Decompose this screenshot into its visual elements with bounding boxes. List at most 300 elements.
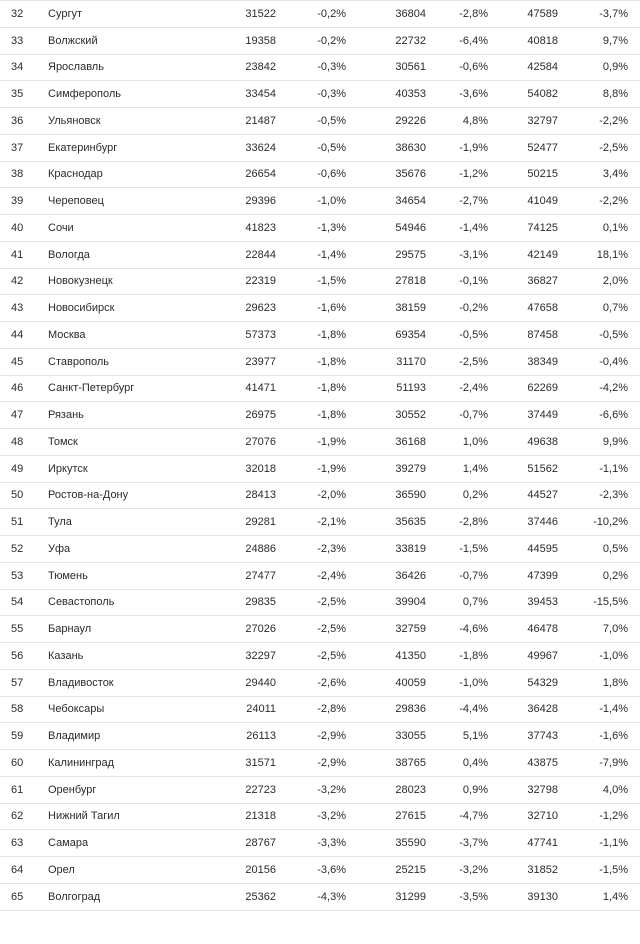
value-2-cell: 22732 [395, 34, 426, 47]
value-3-cell: 36428 [527, 703, 558, 716]
table-row [0, 857, 640, 884]
value-1-cell: 57373 [245, 328, 276, 341]
value-2-cell: 38765 [395, 756, 426, 769]
value-2-cell: 27615 [395, 810, 426, 823]
value-1-cell: 26654 [245, 168, 276, 181]
table-row [0, 884, 640, 911]
value-1-cell: 32018 [245, 462, 276, 475]
rank-cell: 56 [11, 649, 24, 662]
city-cell: Ярославль [48, 61, 104, 74]
table-row [0, 563, 640, 590]
value-1-cell: 20156 [245, 863, 276, 876]
city-cell: Тула [48, 516, 72, 529]
table-row [0, 215, 640, 242]
city-cell: Самара [48, 837, 89, 850]
city-cell: Новокузнецк [48, 275, 113, 288]
change-1-cell: -4,3% [317, 890, 346, 903]
change-1-cell: -2,9% [317, 730, 346, 743]
change-3-cell: 2,0% [602, 275, 628, 288]
city-cell: Ставрополь [48, 355, 110, 368]
change-3-cell: -15,5% [593, 596, 628, 609]
value-1-cell: 29835 [245, 596, 276, 609]
change-1-cell: -2,5% [317, 649, 346, 662]
table-row [0, 536, 640, 563]
change-3-cell: 9,9% [602, 435, 628, 448]
rank-cell: 43 [11, 302, 24, 315]
table-row [0, 830, 640, 857]
change-3-cell: 0,9% [602, 61, 628, 74]
value-2-cell: 36426 [395, 569, 426, 582]
value-1-cell: 33624 [245, 141, 276, 154]
value-2-cell: 30552 [395, 409, 426, 422]
city-cell: Владимир [48, 730, 101, 743]
value-3-cell: 46478 [527, 623, 558, 636]
change-3-cell: 7,0% [602, 623, 628, 636]
table-row [0, 28, 640, 55]
city-cell: Ульяновск [48, 114, 101, 127]
value-2-cell: 35676 [395, 168, 426, 181]
value-3-cell: 50215 [527, 168, 558, 181]
value-3-cell: 51562 [527, 462, 558, 475]
value-3-cell: 62269 [527, 382, 558, 395]
rank-cell: 64 [11, 863, 24, 876]
value-1-cell: 29281 [245, 516, 276, 529]
city-cell: Ростов-на-Дону [48, 489, 129, 502]
change-3-cell: -2,5% [599, 141, 628, 154]
city-cell: Барнаул [48, 623, 92, 636]
change-3-cell: 8,8% [602, 88, 628, 101]
value-2-cell: 36590 [395, 489, 426, 502]
value-1-cell: 24011 [246, 703, 276, 716]
rank-cell: 58 [11, 703, 24, 716]
change-3-cell: -4,2% [599, 382, 628, 395]
change-1-cell: -2,9% [317, 756, 346, 769]
change-2-cell: 0,9% [462, 783, 488, 796]
change-2-cell: -3,5% [459, 890, 488, 903]
value-3-cell: 44595 [527, 542, 558, 555]
change-3-cell: -0,5% [599, 328, 628, 341]
value-3-cell: 32710 [527, 810, 558, 823]
change-3-cell: -10,2% [593, 516, 628, 529]
value-1-cell: 27026 [245, 623, 276, 636]
change-1-cell: -1,3% [317, 221, 346, 234]
rank-cell: 61 [11, 783, 24, 796]
value-3-cell: 42584 [527, 61, 558, 74]
value-1-cell: 31522 [245, 7, 276, 20]
value-3-cell: 38349 [527, 355, 558, 368]
change-3-cell: -1,0% [599, 649, 628, 662]
city-cell: Новосибирск [48, 302, 115, 315]
change-2-cell: -2,8% [459, 7, 488, 20]
rank-cell: 38 [11, 168, 24, 181]
change-2-cell: -1,0% [459, 676, 488, 689]
city-cell: Калининград [48, 756, 115, 769]
value-3-cell: 44527 [527, 489, 558, 502]
table-row [0, 1, 640, 28]
rank-cell: 51 [11, 516, 24, 529]
change-3-cell: -2,2% [599, 114, 628, 127]
change-1-cell: -2,0% [317, 489, 346, 502]
change-3-cell: 9,7% [602, 34, 628, 47]
rank-cell: 65 [11, 890, 24, 903]
change-1-cell: -0,5% [317, 114, 346, 127]
value-1-cell: 27076 [245, 435, 276, 448]
table-row [0, 643, 640, 670]
rank-cell: 57 [11, 676, 24, 689]
value-1-cell: 22844 [245, 248, 276, 261]
change-2-cell: -1,8% [459, 649, 488, 662]
city-cell: Тюмень [48, 569, 88, 582]
change-2-cell: 5,1% [462, 730, 488, 743]
value-3-cell: 52477 [527, 141, 558, 154]
value-1-cell: 41823 [245, 221, 276, 234]
rank-cell: 48 [11, 435, 24, 448]
change-1-cell: -1,0% [317, 195, 346, 208]
city-cell: Череповец [48, 195, 104, 208]
value-1-cell: 31571 [245, 756, 276, 769]
change-1-cell: -0,2% [317, 7, 346, 20]
value-3-cell: 47399 [527, 569, 558, 582]
value-1-cell: 26113 [246, 730, 276, 743]
value-3-cell: 42149 [527, 248, 558, 261]
change-2-cell: -2,7% [459, 195, 488, 208]
change-1-cell: -0,2% [317, 34, 346, 47]
table-row [0, 616, 640, 643]
value-2-cell: 41350 [395, 649, 426, 662]
rank-cell: 44 [11, 328, 24, 341]
change-2-cell: 1,4% [462, 462, 488, 475]
change-3-cell: -7,9% [599, 756, 628, 769]
change-2-cell: 0,4% [462, 756, 488, 769]
table-row [0, 509, 640, 536]
rank-cell: 37 [11, 141, 24, 154]
value-3-cell: 37449 [527, 409, 558, 422]
value-2-cell: 25215 [395, 863, 426, 876]
table-row [0, 429, 640, 456]
value-1-cell: 29440 [245, 676, 276, 689]
value-2-cell: 34654 [395, 195, 426, 208]
city-cell: Москва [48, 328, 86, 341]
change-3-cell: -1,1% [599, 462, 628, 475]
value-3-cell: 31852 [527, 863, 558, 876]
change-3-cell: -6,6% [599, 409, 628, 422]
change-2-cell: -3,7% [459, 837, 488, 850]
change-1-cell: -2,4% [317, 569, 346, 582]
change-3-cell: -2,2% [599, 195, 628, 208]
value-1-cell: 33454 [245, 88, 276, 101]
city-cell: Санкт-Петербург [48, 382, 135, 395]
value-1-cell: 21487 [245, 114, 276, 127]
value-1-cell: 32297 [245, 649, 276, 662]
change-1-cell: -3,2% [317, 810, 346, 823]
value-3-cell: 37743 [527, 730, 558, 743]
change-2-cell: -4,4% [459, 703, 488, 716]
change-1-cell: -2,3% [317, 542, 346, 555]
change-1-cell: -1,8% [317, 328, 346, 341]
value-1-cell: 19358 [245, 34, 276, 47]
change-1-cell: -1,8% [317, 382, 346, 395]
change-2-cell: -0,1% [459, 275, 488, 288]
city-cell: Краснодар [48, 168, 103, 181]
rank-cell: 40 [11, 221, 24, 234]
change-1-cell: -3,3% [317, 837, 346, 850]
city-cell: Уфа [48, 542, 71, 555]
city-cell: Владивосток [48, 676, 114, 689]
change-2-cell: -2,8% [459, 516, 488, 529]
value-2-cell: 51193 [396, 382, 426, 395]
table-row [0, 242, 640, 269]
value-2-cell: 69354 [395, 328, 426, 341]
value-2-cell: 40059 [395, 676, 426, 689]
value-2-cell: 31170 [396, 355, 426, 368]
change-1-cell: -2,1% [317, 516, 346, 529]
value-2-cell: 32759 [395, 623, 426, 636]
change-1-cell: -3,2% [317, 783, 346, 796]
table-row [0, 108, 640, 135]
change-2-cell: -0,7% [459, 409, 488, 422]
change-2-cell: -1,5% [459, 542, 488, 555]
value-1-cell: 41471 [245, 382, 276, 395]
change-1-cell: -0,6% [317, 168, 346, 181]
change-1-cell: -2,6% [317, 676, 346, 689]
value-2-cell: 33819 [395, 542, 426, 555]
city-cell: Сочи [48, 221, 74, 234]
value-2-cell: 27818 [395, 275, 426, 288]
table-row [0, 322, 640, 349]
city-cell: Иркутск [48, 462, 88, 475]
change-2-cell: -3,1% [459, 248, 488, 261]
table-row [0, 55, 640, 82]
change-3-cell: -1,6% [599, 730, 628, 743]
value-3-cell: 39130 [527, 890, 558, 903]
rank-cell: 60 [11, 756, 24, 769]
rank-cell: 53 [11, 569, 24, 582]
rank-cell: 35 [11, 88, 24, 101]
change-2-cell: -0,2% [459, 302, 488, 315]
table-row [0, 269, 640, 296]
rank-cell: 46 [11, 382, 24, 395]
value-3-cell: 40818 [527, 34, 558, 47]
change-1-cell: -3,6% [317, 863, 346, 876]
change-3-cell: 1,8% [602, 676, 628, 689]
table-row [0, 135, 640, 162]
table-row [0, 295, 640, 322]
value-2-cell: 38630 [395, 141, 426, 154]
value-1-cell: 21318 [245, 810, 276, 823]
value-2-cell: 35590 [395, 837, 426, 850]
change-3-cell: 0,7% [602, 302, 628, 315]
value-2-cell: 33055 [395, 730, 426, 743]
value-2-cell: 30561 [395, 61, 426, 74]
change-2-cell: -1,9% [459, 141, 488, 154]
change-1-cell: -1,8% [317, 409, 346, 422]
rank-cell: 36 [11, 114, 24, 127]
change-3-cell: 0,2% [602, 569, 628, 582]
table-row [0, 456, 640, 483]
change-2-cell: -1,2% [459, 168, 488, 181]
rank-cell: 52 [11, 542, 24, 555]
change-1-cell: -1,5% [317, 275, 346, 288]
change-2-cell: -4,6% [459, 623, 488, 636]
change-1-cell: -2,5% [317, 623, 346, 636]
value-3-cell: 47658 [527, 302, 558, 315]
rank-cell: 63 [11, 837, 24, 850]
change-1-cell: -1,9% [317, 435, 346, 448]
rank-cell: 32 [11, 7, 24, 20]
value-3-cell: 47589 [527, 7, 558, 20]
change-2-cell: -1,4% [459, 221, 488, 234]
value-1-cell: 28413 [245, 489, 276, 502]
change-2-cell: -0,7% [459, 569, 488, 582]
value-2-cell: 29575 [395, 248, 426, 261]
rank-cell: 55 [11, 623, 24, 636]
value-1-cell: 23977 [245, 355, 276, 368]
value-1-cell: 22723 [245, 783, 276, 796]
rank-cell: 47 [11, 409, 24, 422]
value-1-cell: 26975 [245, 409, 276, 422]
value-3-cell: 47741 [527, 837, 558, 850]
value-2-cell: 39904 [395, 596, 426, 609]
table-row [0, 777, 640, 804]
city-cell: Симферополь [48, 88, 122, 101]
value-1-cell: 22319 [245, 275, 276, 288]
table-row [0, 483, 640, 510]
table-row [0, 349, 640, 376]
city-cell: Нижний Тагил [48, 810, 120, 823]
table-row [0, 723, 640, 750]
rank-cell: 42 [11, 275, 24, 288]
value-1-cell: 28767 [245, 837, 276, 850]
value-1-cell: 29396 [245, 195, 276, 208]
change-3-cell: 1,4% [602, 890, 628, 903]
table-row [0, 162, 640, 189]
change-3-cell: -2,3% [599, 489, 628, 502]
table-row [0, 402, 640, 429]
change-2-cell: -6,4% [459, 34, 488, 47]
city-cell: Севастополь [48, 596, 115, 609]
value-3-cell: 39453 [527, 596, 558, 609]
value-1-cell: 27477 [245, 569, 276, 582]
value-2-cell: 38159 [395, 302, 426, 315]
change-2-cell: -0,6% [459, 61, 488, 74]
value-2-cell: 40353 [395, 88, 426, 101]
city-cell: Чебоксары [48, 703, 105, 716]
city-cell: Казань [48, 649, 84, 662]
change-1-cell: -1,8% [317, 355, 346, 368]
value-3-cell: 49967 [527, 649, 558, 662]
change-2-cell: -0,5% [459, 328, 488, 341]
city-cell: Оренбург [48, 783, 97, 796]
change-3-cell: -3,7% [599, 7, 628, 20]
rank-cell: 39 [11, 195, 24, 208]
rank-cell: 45 [11, 355, 24, 368]
city-cell: Волгоград [48, 890, 101, 903]
table-row [0, 670, 640, 697]
change-2-cell: 0,7% [462, 596, 488, 609]
change-3-cell: -1,1% [599, 837, 628, 850]
value-2-cell: 39279 [395, 462, 426, 475]
rank-cell: 62 [11, 810, 24, 823]
change-3-cell: -1,5% [599, 863, 628, 876]
city-cell: Волжский [48, 34, 98, 47]
city-cell: Сургут [48, 7, 82, 20]
value-3-cell: 32798 [527, 783, 558, 796]
value-2-cell: 29836 [395, 703, 426, 716]
rank-cell: 33 [11, 34, 24, 47]
city-cell: Екатеринбург [48, 141, 118, 154]
value-3-cell: 54082 [527, 88, 558, 101]
change-3-cell: 3,4% [602, 168, 628, 181]
change-2-cell: 4,8% [462, 114, 488, 127]
rank-cell: 59 [11, 730, 24, 743]
rank-cell: 49 [11, 462, 24, 475]
change-2-cell: -3,2% [459, 863, 488, 876]
city-cell: Вологда [48, 248, 90, 261]
value-3-cell: 43875 [527, 756, 558, 769]
city-cell: Рязань [48, 409, 84, 422]
value-3-cell: 54329 [527, 676, 558, 689]
table-row [0, 750, 640, 777]
change-1-cell: -0,5% [317, 141, 346, 154]
change-3-cell: 18,1% [596, 248, 628, 261]
table-row [0, 697, 640, 724]
value-1-cell: 23842 [245, 61, 276, 74]
value-2-cell: 35635 [395, 516, 426, 529]
value-2-cell: 31299 [395, 890, 426, 903]
table-row [0, 188, 640, 215]
value-3-cell: 36827 [527, 275, 558, 288]
city-cell: Томск [48, 435, 78, 448]
change-2-cell: -2,4% [459, 382, 488, 395]
change-2-cell: -3,6% [459, 88, 488, 101]
value-2-cell: 36804 [395, 7, 426, 20]
value-3-cell: 87458 [527, 328, 558, 341]
change-3-cell: 0,1% [602, 221, 628, 234]
change-2-cell: 0,2% [462, 489, 488, 502]
value-3-cell: 49638 [527, 435, 558, 448]
table-row [0, 81, 640, 108]
change-2-cell: -2,5% [459, 355, 488, 368]
change-1-cell: -1,4% [317, 248, 346, 261]
value-1-cell: 24886 [245, 542, 276, 555]
value-3-cell: 41049 [527, 195, 558, 208]
change-3-cell: 4,0% [602, 783, 628, 796]
change-3-cell: -0,4% [599, 355, 628, 368]
rank-cell: 54 [11, 596, 24, 609]
value-2-cell: 28023 [395, 783, 426, 796]
value-3-cell: 37446 [527, 516, 558, 529]
change-3-cell: -1,4% [599, 703, 628, 716]
change-1-cell: -0,3% [317, 61, 346, 74]
change-3-cell: -1,2% [599, 810, 628, 823]
table-row [0, 376, 640, 403]
value-1-cell: 25362 [245, 890, 276, 903]
change-1-cell: -1,9% [317, 462, 346, 475]
value-2-cell: 29226 [395, 114, 426, 127]
value-2-cell: 54946 [395, 221, 426, 234]
table-row [0, 590, 640, 617]
value-2-cell: 36168 [395, 435, 426, 448]
change-1-cell: -2,5% [317, 596, 346, 609]
rank-cell: 34 [11, 61, 24, 74]
change-1-cell: -0,3% [317, 88, 346, 101]
rank-cell: 50 [11, 489, 24, 502]
rank-cell: 41 [11, 248, 24, 261]
table-row [0, 804, 640, 831]
change-3-cell: 0,5% [602, 542, 628, 555]
city-cell: Орел [48, 863, 75, 876]
change-1-cell: -1,6% [317, 302, 346, 315]
